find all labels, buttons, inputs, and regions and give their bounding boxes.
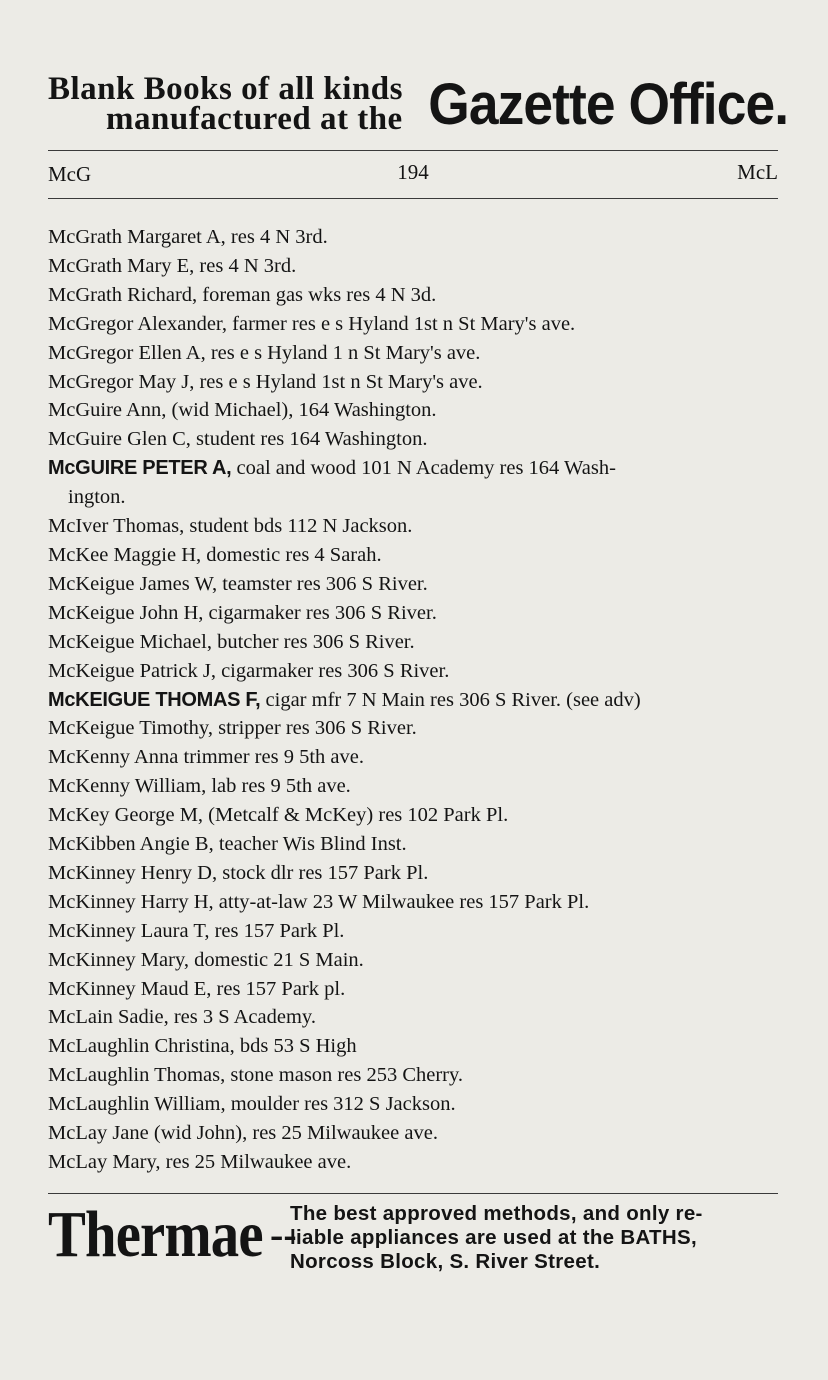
directory-entry: McGrath Margaret A, res 4 N 3rd. <box>48 226 328 248</box>
directory-entry: McGrath Richard, foreman gas wks res 4 N 3d. <box>48 283 437 306</box>
directory-entry: McKenny Anna trimmer res 9 5th ave. <box>48 746 364 769</box>
directory-entry: McKeigue Patrick J, cigarmaker res 306 S River. <box>48 659 450 682</box>
ad-line-2: manufactured at the <box>106 101 403 137</box>
directory-entry: McKinney Harry H, atty-at-law 23 W Milwaukee res 157 Park Pl. <box>48 890 590 913</box>
header-divider <box>48 198 778 199</box>
thermae-headline: Thermae <box>48 1198 263 1271</box>
directory-entry: McLaughlin William, moulder res 312 S Jackson. <box>48 1093 456 1116</box>
thermae-line-3: Norcoss Block, S. River Street. <box>290 1250 601 1273</box>
thermae-line-1: The best approved methods, and only re- <box>290 1202 703 1225</box>
thermae-line-2: liable appliances are used at the BATHS, <box>290 1226 697 1249</box>
ad-small-text <box>48 71 438 137</box>
directory-entry: McKinney Laura T, res 157 Park Pl. <box>48 919 345 942</box>
top-divider <box>48 150 778 151</box>
directory-entry: McLain Sadie, res 3 S Academy. <box>48 1006 316 1029</box>
directory-entry: McGregor May J, res e s Hyland 1st n St Mary's ave. <box>48 370 483 393</box>
page-number: 194 <box>397 160 429 184</box>
directory-entry: McLaughlin Christina, bds 53 S High <box>48 1035 357 1058</box>
gazette-office-advertisement <box>48 72 788 142</box>
directory-entry: McKibben Angie B, teacher Wis Blind Inst. <box>48 833 407 856</box>
directory-entry: McLay Jane (wid John), res 25 Milwaukee ave. <box>48 1122 438 1145</box>
directory-entry: McKeigue John H, cigarmaker res 306 S River. <box>48 601 437 624</box>
directory-entry: McGrath Mary E, res 4 N 3rd. <box>48 254 297 277</box>
ad-headline: Gazette Office. <box>428 72 788 137</box>
entry-continuation: ington. <box>68 486 126 509</box>
directory-entry: McKeigue Timothy, stripper res 306 S River. <box>48 717 417 740</box>
directory-entry: McKeigue James W, teamster res 306 S River. <box>48 572 428 595</box>
directory-entry: McKenny William, lab res 9 5th ave. <box>48 775 351 798</box>
thermae-dash: -- <box>270 1212 297 1257</box>
directory-entry: McKey George M, (Metcalf & McKey) res 102 Park Pl. <box>48 804 509 827</box>
header-range-end: McL <box>737 160 778 184</box>
directory-entry: McGuire Glen C, student res 164 Washington. <box>48 428 428 451</box>
directory-entry <box>48 454 783 512</box>
thermae-advertisement <box>48 1198 783 1288</box>
bottom-divider <box>48 1193 778 1194</box>
directory-entry: McKinney Mary, domestic 21 S Main. <box>48 948 364 971</box>
running-header <box>48 160 778 190</box>
directory-entry: McKinney Henry D, stock dlr res 157 Park Pl. <box>48 861 429 884</box>
entry-details: coal and wood 101 N Academy res 164 Wash- <box>231 457 616 480</box>
entry-business-name: McGUIRE PETER A, <box>48 457 232 480</box>
directory-entry <box>48 686 783 715</box>
entry-business-name: McKEIGUE THOMAS F, <box>48 688 261 711</box>
thermae-description <box>290 1202 785 1274</box>
directory-entry: McKee Maggie H, domestic res 4 Sarah. <box>48 543 382 566</box>
directory-entry: McGregor Alexander, farmer res e s Hyland 1st n St Mary's ave. <box>48 312 576 335</box>
directory-entry: McGregor Ellen A, res e s Hyland 1 n St Mary's ave. <box>48 341 481 364</box>
directory-entry: McLay Mary, res 25 Milwaukee ave. <box>48 1151 352 1173</box>
header-range-start: McG <box>48 162 92 186</box>
directory-entries <box>48 223 783 1177</box>
directory-entry: McKeigue Michael, butcher res 306 S River. <box>48 630 415 653</box>
entry-details: cigar mfr 7 N Main res 306 S River. (see adv) <box>260 688 641 711</box>
ad-line-1: Blank Books of all kinds <box>48 71 403 107</box>
directory-entry: McIver Thomas, student bds 112 N Jackson. <box>48 515 413 538</box>
directory-entry: McLaughlin Thomas, stone mason res 253 Cherry. <box>48 1064 464 1087</box>
directory-entry: McGuire Ann, (wid Michael), 164 Washington. <box>48 399 437 422</box>
directory-entry: McKinney Maud E, res 157 Park pl. <box>48 977 346 1000</box>
